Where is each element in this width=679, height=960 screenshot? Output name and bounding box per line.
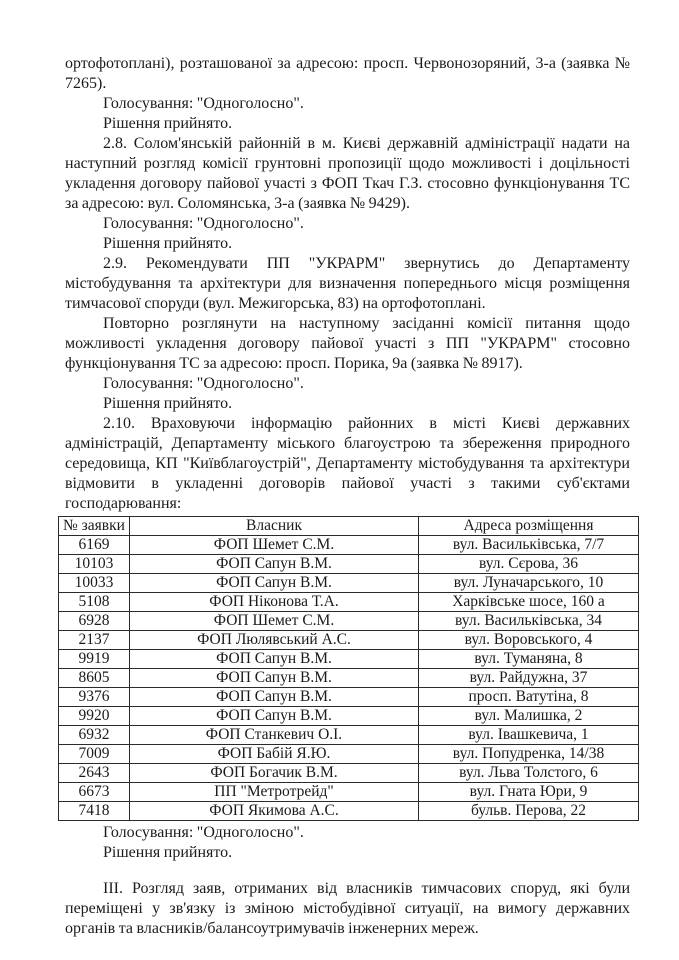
table-row bbox=[59, 783, 639, 802]
paragraph-item-2-10: 2.10. Враховуючи інформацію районних в місті Києві державних адміністрацій, Департаменту міського благоустрою та збереження природного середовища, КП "Київблагоустрій", Департаменту містобудування та архітектури відмовити в укладенні договорів пайової участі з такими суб'єктами господарювання: bbox=[65, 415, 630, 512]
cell-address: вул. Васильківська, 34 bbox=[419, 612, 639, 631]
paragraph-decision: Рішення прийнято. bbox=[103, 395, 233, 412]
cell-address: вул. Васильківська, 7/7 bbox=[419, 536, 639, 555]
table-row bbox=[59, 536, 639, 555]
cell-owner: ФОП Сапун В.М. bbox=[130, 688, 419, 707]
cell-owner: ФОП Сапун В.М. bbox=[130, 574, 419, 593]
cell-address: вул. Льва Толстого, 6 bbox=[419, 764, 639, 783]
cell-application-number: 9920 bbox=[59, 707, 130, 726]
cell-owner: ПП "Метротрейд" bbox=[130, 783, 419, 802]
cell-application-number: 6169 bbox=[59, 536, 130, 555]
table-row bbox=[59, 764, 639, 783]
cell-application-number: 6928 bbox=[59, 612, 130, 631]
table-row bbox=[59, 726, 639, 745]
cell-owner: ФОП Сапун В.М. bbox=[130, 555, 419, 574]
table-header-application-number: № заявки bbox=[59, 517, 130, 536]
table-row bbox=[59, 688, 639, 707]
cell-address: вул. Івашкевича, 1 bbox=[419, 726, 639, 745]
refusal-table bbox=[58, 516, 639, 821]
cell-owner: ФОП Сапун В.М. bbox=[130, 650, 419, 669]
table-header-row bbox=[59, 517, 639, 536]
cell-application-number: 2137 bbox=[59, 631, 130, 650]
cell-owner: ФОП Сапун В.М. bbox=[130, 669, 419, 688]
cell-application-number: 6932 bbox=[59, 726, 130, 745]
paragraph-vote: Голосування: "Одноголосно". bbox=[103, 824, 304, 841]
paragraph-item-2-9: 2.9. Рекомендувати ПП "УКРАРМ" звернутись до Департаменту містобудування та архітектури для визначення попереднього місця розміщення тимчасової споруди (вул. Межигорська, 83) на ортофотоплані. bbox=[65, 255, 630, 312]
table-row bbox=[59, 555, 639, 574]
paragraph-decision: Рішення прийнято. bbox=[103, 115, 233, 132]
cell-owner: ФОП Станкевич О.І. bbox=[130, 726, 419, 745]
table-row bbox=[59, 802, 639, 821]
paragraph-vote: Голосування: "Одноголосно". bbox=[103, 375, 304, 392]
paragraph-vote: Голосування: "Одноголосно". bbox=[103, 95, 304, 112]
cell-application-number: 10103 bbox=[59, 555, 130, 574]
cell-owner: ФОП Шемет С.М. bbox=[130, 612, 419, 631]
cell-owner: ФОП Сапун В.М. bbox=[130, 707, 419, 726]
table-row bbox=[59, 593, 639, 612]
table-row bbox=[59, 707, 639, 726]
table-row bbox=[59, 612, 639, 631]
paragraph-item-2-9-repeat: Повторно розглянути на наступному засіданні комісії питання щодо можливості укладення договору пайової участі з ПП "УКРАРМ" стосовно функціонування ТС за адресою: просп. Порика, 9а (заявка № 8917). bbox=[65, 315, 630, 372]
table-row bbox=[59, 650, 639, 669]
cell-owner: ФОП Якимова А.С. bbox=[130, 802, 419, 821]
cell-application-number: 9919 bbox=[59, 650, 130, 669]
cell-application-number: 9376 bbox=[59, 688, 130, 707]
cell-address: вул. Туманяна, 8 bbox=[419, 650, 639, 669]
table-row bbox=[59, 631, 639, 650]
cell-address: вул. Сєрова, 36 bbox=[419, 555, 639, 574]
cell-address: вул. Воровського, 4 bbox=[419, 631, 639, 650]
paragraph-decision: Рішення прийнято. bbox=[103, 844, 233, 861]
table-header-owner: Власник bbox=[130, 517, 419, 536]
paragraph-decision: Рішення прийнято. bbox=[103, 235, 233, 252]
cell-address: вул. Малишка, 2 bbox=[419, 707, 639, 726]
cell-address: вул. Луначарського, 10 bbox=[419, 574, 639, 593]
cell-owner: ФОП Богачик В.М. bbox=[130, 764, 419, 783]
cell-address: вул. Попудренка, 14/38 bbox=[419, 745, 639, 764]
cell-application-number: 6673 bbox=[59, 783, 130, 802]
cell-application-number: 2643 bbox=[59, 764, 130, 783]
cell-application-number: 7009 bbox=[59, 745, 130, 764]
cell-address: вул. Гната Юри, 9 bbox=[419, 783, 639, 802]
cell-address: Харківське шосе, 160 а bbox=[419, 593, 639, 612]
paragraph-address-continuation: ортофотоплані), розташованої за адресою: просп. Червонозоряний, 3-а (заявка № 7265). bbox=[65, 55, 630, 92]
paragraph-section-iii: ІІІ. Розгляд заяв, отриманих від власників тимчасових споруд, які були переміщені у зв'язку із зміною містобудівної ситуації, на вимогу державних органів та власників/балансоутримувачів інженерних мереж. bbox=[65, 880, 630, 937]
cell-address: просп. Ватутіна, 8 bbox=[419, 688, 639, 707]
cell-application-number: 5108 bbox=[59, 593, 130, 612]
table-row bbox=[59, 669, 639, 688]
paragraph-item-2-8: 2.8. Солом'янській районній в м. Києві державній адміністрації надати на наступний розгляд комісії грунтовні пропозиції щодо можливості і доцільності укладення договору пайової участі з ФОП Ткач Г.З. стосовно функціонування ТС за адресою: вул. Соломянська, 3-а (заявка № 9429). bbox=[65, 135, 630, 212]
cell-application-number: 10033 bbox=[59, 574, 130, 593]
cell-owner: ФОП Шемет С.М. bbox=[130, 536, 419, 555]
table-row bbox=[59, 745, 639, 764]
table-row bbox=[59, 574, 639, 593]
paragraph-vote: Голосування: "Одноголосно". bbox=[103, 215, 304, 232]
cell-application-number: 8605 bbox=[59, 669, 130, 688]
cell-owner: ФОП Бабій Я.Ю. bbox=[130, 745, 419, 764]
cell-address: вул. Райдужна, 37 bbox=[419, 669, 639, 688]
cell-address: бульв. Перова, 22 bbox=[419, 802, 639, 821]
table-header-address: Адреса розміщення bbox=[419, 517, 639, 536]
cell-owner: ФОП Люлявський А.С. bbox=[130, 631, 419, 650]
cell-application-number: 7418 bbox=[59, 802, 130, 821]
cell-owner: ФОП Ніконова Т.А. bbox=[130, 593, 419, 612]
